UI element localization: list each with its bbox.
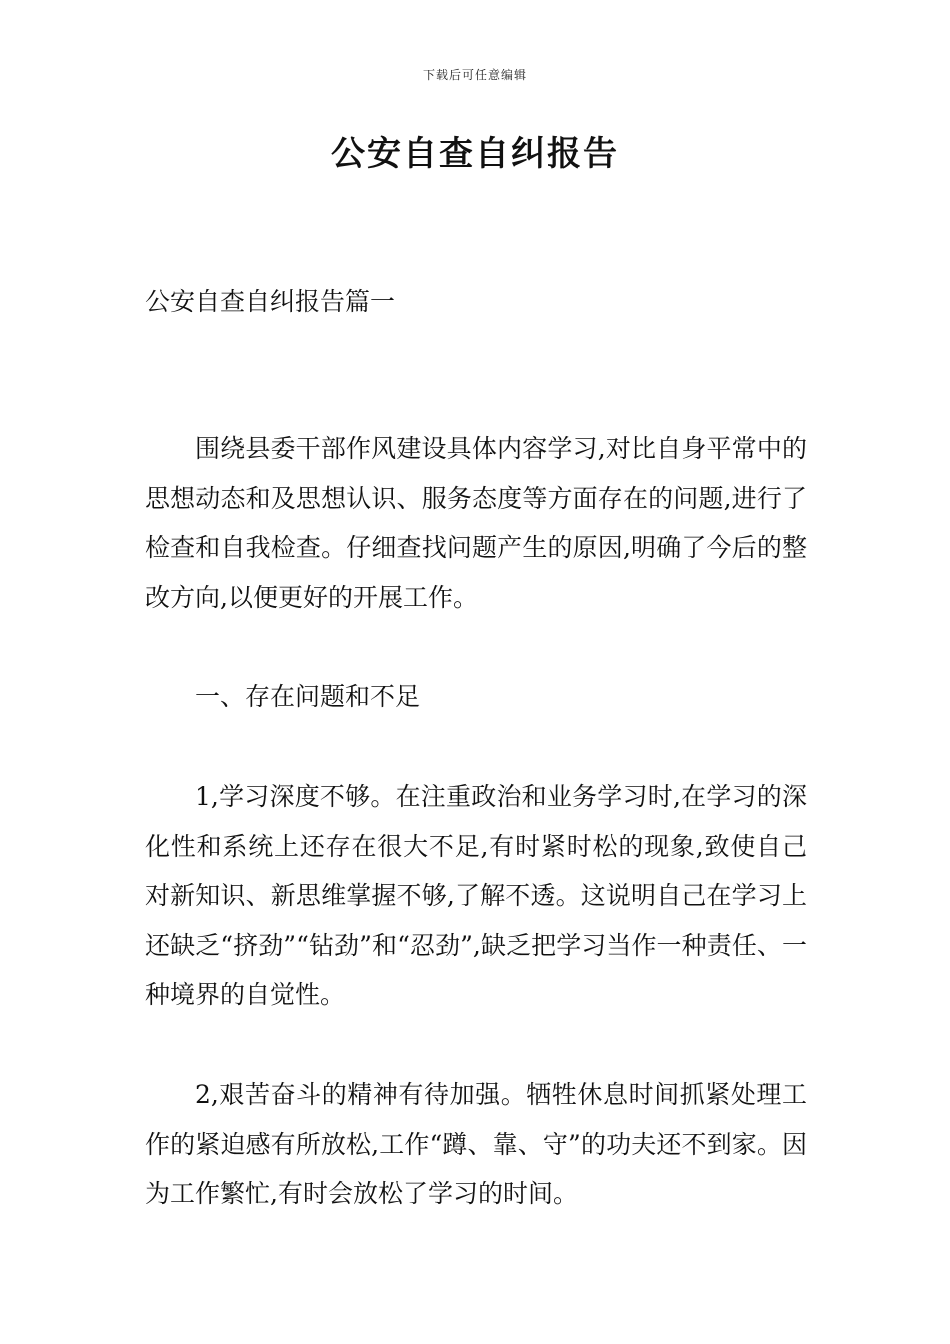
- paragraph-item-2: 2,艰苦奋斗的精神有待加强。牺牲休息时间抓紧处理工作的紧迫感有所放松,工作“蹲、靠、守”的功夫还不到家。因为工作繁忙,有时会放松了学习的时间。: [145, 1080, 807, 1208]
- section-title: 公安自查自纠报告篇一: [145, 287, 396, 316]
- heading-problems: 一、存在问题和不足: [195, 682, 421, 711]
- header-note: 下载后可任意编辑: [422, 68, 527, 82]
- document-title: 公安自查自纠报告: [331, 134, 619, 174]
- paragraph-intro: 围绕县委干部作风建设具体内容学习,对比自身平常中的思想动态和及思想认识、服务态度等方面存在的问题,进行了检查和自我检查。仔细查找问题产生的原因,明确了今后的整改方向,以便更好的开展工作。: [145, 434, 807, 612]
- paragraph-item-1: 1,学习深度不够。在注重政治和业务学习时,在学习的深化性和系统上还存在很大不足,有时紧时松的现象,致使自己对新知识、新思维掌握不够,了解不透。这说明自己在学习上还缺乏“挤劲”“钻劲”和“忍劲”,缺乏把学习当作一种责任、一种境界的自觉性。: [145, 782, 807, 1009]
